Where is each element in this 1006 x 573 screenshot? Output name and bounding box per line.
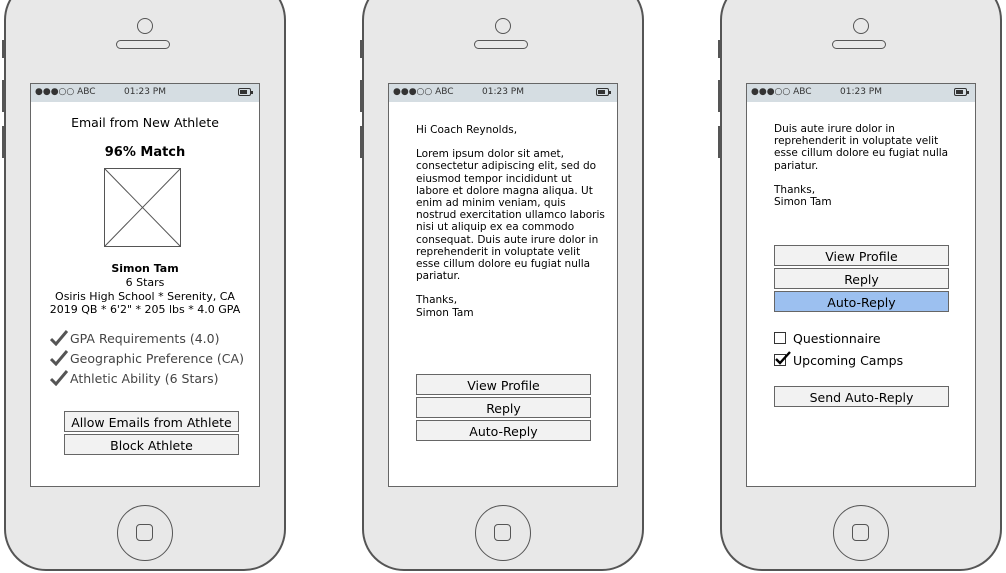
email-title: Email from New Athlete [71, 115, 219, 130]
status-time: 01:23 PM [124, 87, 166, 97]
phone-frame-3 [720, 0, 1002, 571]
speaker-grille [474, 40, 528, 49]
view-profile-button[interactable]: View Profile [416, 374, 591, 395]
athlete-name: Simon Tam [111, 262, 179, 275]
email-signoff: Thanks, [774, 183, 816, 196]
option-label: Upcoming Camps [793, 352, 904, 368]
criteria-item [50, 348, 244, 368]
match-score: 96% Match [104, 145, 186, 160]
checkmark-icon [50, 370, 68, 386]
battery-icon [954, 88, 967, 96]
athlete-stars: 6 Stars [125, 276, 165, 289]
checkmark-icon [775, 351, 791, 366]
email-signature: Simon Tam [774, 196, 832, 209]
volume-up-button [2, 80, 5, 112]
view-profile-button[interactable]: View Profile [774, 245, 949, 266]
screen [388, 83, 618, 487]
home-button[interactable] [475, 505, 531, 561]
criteria-label: GPA Requirements (4.0) [70, 330, 220, 346]
auto-reply-button[interactable]: Auto-Reply [774, 291, 949, 312]
upcoming-camps-option[interactable] [774, 350, 903, 370]
criteria-item [50, 368, 244, 388]
criteria-item [50, 328, 244, 348]
block-athlete-button[interactable]: Block Athlete [64, 434, 239, 455]
athlete-stats: 2019 QB * 6'2" * 205 lbs * 4.0 GPA [49, 303, 241, 316]
volume-up-button [718, 80, 721, 112]
status-time: 01:23 PM [482, 87, 524, 97]
camera-icon [853, 18, 869, 34]
signal-indicator: ●●●○○ ABC [751, 87, 812, 97]
reply-button[interactable]: Reply [774, 268, 949, 289]
mute-switch [2, 40, 5, 58]
option-label: Questionnaire [793, 330, 881, 346]
criteria-label: Athletic Ability (6 Stars) [70, 370, 219, 386]
upcoming-camps-checkbox[interactable] [774, 354, 786, 366]
checkmark-icon [50, 330, 68, 346]
criteria-label: Geographic Preference (CA) [70, 350, 244, 366]
email-body [416, 124, 607, 319]
screen [30, 83, 260, 487]
screen [746, 83, 976, 487]
reply-button[interactable]: Reply [416, 397, 591, 418]
camera-icon [137, 18, 153, 34]
home-button[interactable] [117, 505, 173, 561]
home-square-icon [136, 524, 153, 541]
questionnaire-checkbox[interactable] [774, 332, 786, 344]
signal-indicator: ●●●○○ ABC [35, 87, 96, 97]
criteria-list [50, 328, 244, 388]
status-bar [389, 84, 617, 102]
volume-down-button [2, 126, 5, 158]
home-button[interactable] [833, 505, 889, 561]
speaker-grille [832, 40, 886, 49]
status-time: 01:23 PM [840, 87, 882, 97]
athlete-school: Osiris High School * Serenity, CA [55, 290, 235, 303]
phone-frame-1 [4, 0, 286, 571]
phone-frame-2 [362, 0, 644, 571]
speaker-grille [116, 40, 170, 49]
home-square-icon [852, 524, 869, 541]
camera-icon [495, 18, 511, 34]
volume-down-button [718, 126, 721, 158]
volume-up-button [360, 80, 363, 112]
email-greeting: Hi Coach Reynolds, [416, 124, 518, 136]
mute-switch [360, 40, 363, 58]
mute-switch [718, 40, 721, 58]
questionnaire-option[interactable] [774, 328, 903, 348]
status-bar [747, 84, 975, 102]
email-signature: Simon Tam [416, 306, 474, 319]
email-text: Lorem ipsum dolor sit amet, consectetur adipiscing elit, sed do eiusmod tempor incididunt ut labore et dolore magna aliqua. Ut enim ad minim veniam, quis nostrud exercitation ullamco laboris nisi ut aliquip ex ea commodo consequat. Duis aute irure dolor in reprehenderit in voluptate velit esse cillum dolore eu fugiat nulla pariatur. [416, 148, 605, 283]
volume-down-button [360, 126, 363, 158]
send-auto-reply-button[interactable]: Send Auto-Reply [774, 386, 949, 407]
battery-icon [596, 88, 609, 96]
signal-indicator: ●●●○○ ABC [393, 87, 454, 97]
status-bar [31, 84, 259, 102]
auto-reply-button[interactable]: Auto-Reply [416, 420, 591, 441]
email-signoff: Thanks, [416, 294, 458, 307]
checkmark-icon [50, 350, 68, 366]
athlete-photo-placeholder [104, 168, 181, 247]
email-text: Duis aute irure dolor in reprehenderit in voluptate velit esse cillum dolore eu fugiat nulla pariatur. [774, 123, 949, 172]
battery-icon [238, 88, 251, 96]
allow-emails-button[interactable]: Allow Emails from Athlete [64, 411, 239, 432]
email-body [774, 123, 961, 208]
home-square-icon [494, 524, 511, 541]
